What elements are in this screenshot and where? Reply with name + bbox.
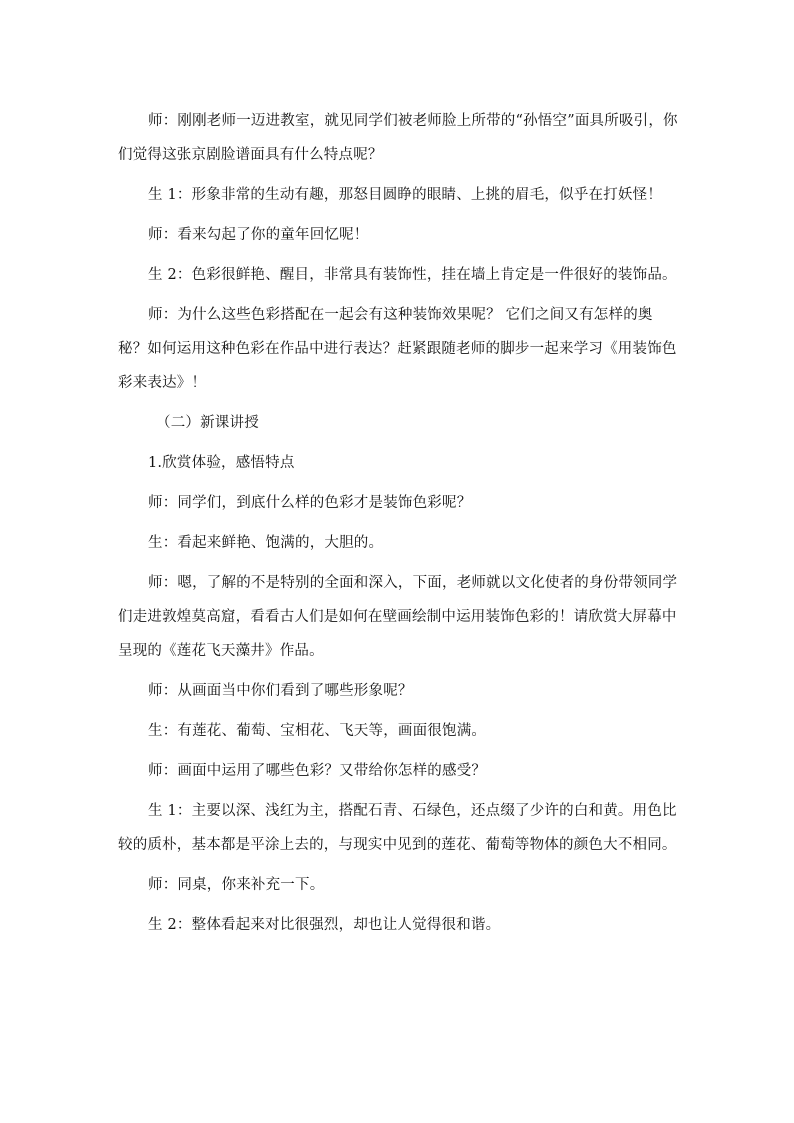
paragraph-teacher-ask-images: 师：从画面当中你们看到了哪些形象呢？	[148, 683, 413, 699]
paragraph-teacher-intro: 师：刚刚老师一迈进教室，就见同学们被老师脸上所带的“孙悟空”面具所吸引，你们觉得这张京剧脸谱面具有什么特点呢？	[118, 113, 678, 163]
paragraph-teacher-guide: 师：嗯，了解的不是特别的全面和深入，下面，老师就以文化使者的身份带领同学们走进敦煌莫高窟，看看古人们是如何在壁画绘制中运用装饰色彩的！请欣赏大屏幕中呈现的《莲花飞天藻井》作品。	[118, 575, 678, 659]
paragraph-student2-colors: 生 2：整体看起来对比很强烈，却也让人觉得很和谐。	[148, 917, 501, 933]
paragraph-student1-colors: 生 1：主要以深、浅红为主，搭配石青、石绿色，还点缀了少许的白和黄。用色比较的质朴，基本都是平涂上去的，与现实中见到的莲花、葡萄等物体的颜色大不相同。	[118, 803, 677, 853]
section-heading: （二）新课讲授	[156, 415, 259, 431]
paragraph-student-reply: 生：看起来鲜艳、饱满的，大胆的。	[148, 535, 384, 551]
paragraph-teacher-ask: 师：同学们，到底什么样的色彩才是装饰色彩呢？	[148, 495, 472, 511]
document-body	[118, 104, 680, 948]
paragraph-teacher-question: 师：为什么这些色彩搭配在一起会有这种装饰效果呢？ 它们之间又有怎样的奥秘？如何运用这种色彩在作品中进行表达？赶紧跟随老师的脚步一起来学习《用装饰色彩来表达》！	[118, 307, 677, 391]
paragraph-student1-answer: 生 1：形象非常的生动有趣，那怒目圆睁的眼睛、上挑的眉毛，似乎在打妖怪！	[148, 187, 663, 203]
paragraph-student2-answer: 生 2：色彩很鲜艳、醒目，非常具有装饰性，挂在墙上肯定是一件很好的装饰品。	[148, 267, 677, 283]
paragraph-teacher-reply: 师：看来勾起了你的童年回忆呢！	[148, 227, 369, 243]
paragraph-student-images: 生：有莲花、葡萄、宝相花、飞天等，画面很饱满。	[148, 723, 487, 739]
paragraph-teacher-deskmate: 师：同桌，你来补充一下。	[148, 877, 325, 893]
paragraph-teacher-ask-colors: 师：画面中运用了哪些色彩？又带给你怎样的感受？	[148, 763, 487, 779]
subsection-heading: 1.欣赏体验，感悟特点	[148, 455, 295, 471]
